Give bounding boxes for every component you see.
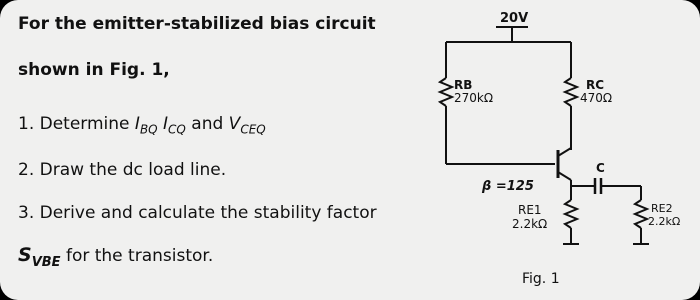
re2-value: 2.2kΩ [648, 215, 681, 228]
svbe-sub: VBE [31, 254, 61, 270]
question-2: 2. Draw the dc load line. [18, 160, 227, 180]
re2-name: RE2 [651, 202, 673, 215]
transistor-collector [558, 148, 571, 156]
beta-label: β =125 [482, 179, 534, 194]
question-1-prefix: 1. Determine [18, 114, 130, 134]
rb-resistor [440, 78, 452, 106]
re1-name: RE1 [518, 203, 542, 217]
supply-label: 20V [500, 11, 529, 26]
re1-value: 2.2kΩ [512, 217, 548, 231]
rc-value: 470Ω [580, 91, 613, 105]
svbe-main: S [18, 244, 32, 266]
ibq-main: I [134, 114, 140, 134]
svbe-suffix: for the transistor. [65, 246, 214, 266]
transistor-emitter [558, 172, 571, 180]
intro-line-2: shown in Fig. 1, [18, 60, 170, 80]
rc-resistor [565, 78, 577, 106]
re2-resistor [635, 200, 647, 228]
intro-line-1: For the emitter-stabilized bias circuit [18, 14, 376, 34]
ibq-sub: BQ [139, 122, 158, 137]
rc-name: RC [586, 78, 605, 92]
cap-label: C [596, 161, 605, 175]
vceq-sub: CEQ [240, 122, 266, 137]
icq-main: I [163, 114, 169, 134]
question-1-and: and [191, 114, 224, 134]
icq-sub: CQ [168, 122, 186, 137]
re1-resistor [565, 200, 577, 228]
rb-value: 270kΩ [454, 91, 494, 105]
figure-caption: Fig. 1 [522, 271, 560, 287]
rb-name: RB [454, 78, 473, 92]
question-3: 3. Derive and calculate the stability factor [18, 203, 377, 223]
vceq-main: V [228, 114, 241, 134]
